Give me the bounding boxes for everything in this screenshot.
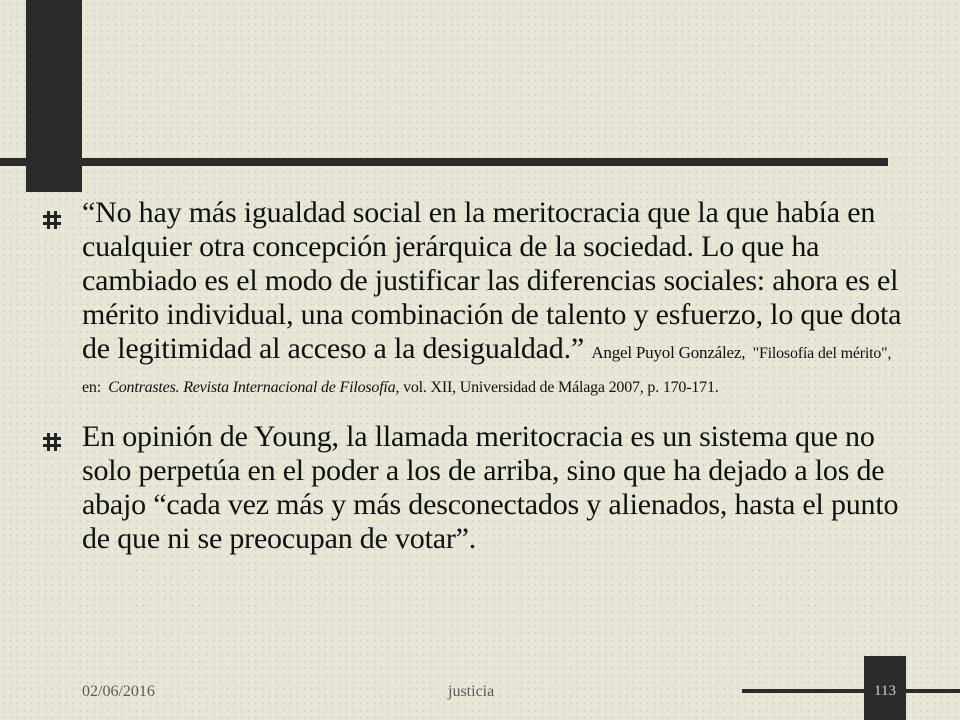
citation-author: Angel Puyol González, bbox=[591, 343, 746, 362]
decorative-horizontal-rule bbox=[0, 158, 888, 166]
footer-title: justicia bbox=[448, 683, 495, 700]
citation-details: , vol. XII, Universidad de Málaga 2007, p. 170-171. bbox=[395, 379, 719, 396]
slide-body bbox=[42, 196, 914, 556]
footer-rule-left bbox=[742, 689, 864, 693]
page-number: 113 bbox=[874, 683, 896, 699]
bullet-item-quote bbox=[42, 196, 914, 400]
footer-rule-right bbox=[906, 689, 960, 693]
young-paragraph: En opinión de Young, la llamada meritocracia es un sistema que no solo perpetúa en el poder a los de arriba, sino que ha dejado a los de abajo “cada vez más y más desconectados y alienados, hasta el punto de que ni se preocupan de votar”. bbox=[82, 420, 899, 555]
bullet-item-young bbox=[42, 420, 914, 556]
quote-text: “No hay más igualdad social en la meritocracia que la que había en cualquier otra concepción jerárquica de la sociedad. Lo que ha cambiado es el modo de justificar las diferencias sociales: ahora es el mérito individual, una combinación de talento y esfuerzo, lo que dota de legitimidad al acceso a la desigualdad.” bbox=[82, 196, 902, 365]
footer-date: 02/06/2016 bbox=[82, 683, 155, 700]
hash-bullet-icon bbox=[42, 432, 62, 452]
citation-title: "Filosofía del mérito", en: bbox=[82, 345, 892, 396]
quote-paragraph bbox=[82, 196, 914, 400]
citation-journal: Contrastes. Revista Internacional de Filosofía bbox=[108, 379, 396, 396]
hash-bullet-icon bbox=[42, 210, 62, 230]
